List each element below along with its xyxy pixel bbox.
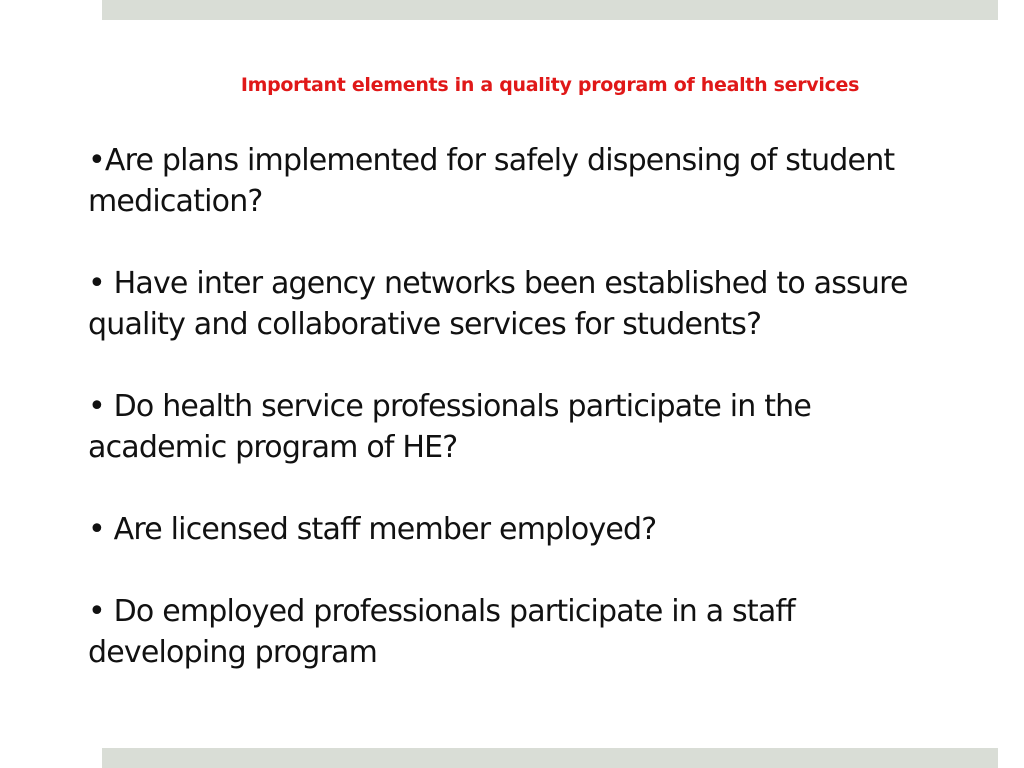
top-decorative-bar	[102, 0, 998, 20]
bullet-item-staff-development: • Do employed professionals participate in a staff developing program	[88, 594, 795, 670]
bullet-item-academic-program: • Do health service professionals participate in the academic program of HE?	[88, 389, 812, 465]
bottom-decorative-bar	[102, 748, 998, 768]
bullet-item-licensed-staff: • Are licensed staff member employed?	[88, 512, 657, 547]
bullet-item-medication: •Are plans implemented for safely dispensing of student medication?	[88, 143, 895, 219]
slide-title: Important elements in a quality program of health services	[240, 74, 860, 96]
bullet-list	[88, 140, 948, 673]
bullet-item-agency-networks: • Have inter agency networks been established to assure quality and collaborative services for students?	[88, 266, 908, 342]
